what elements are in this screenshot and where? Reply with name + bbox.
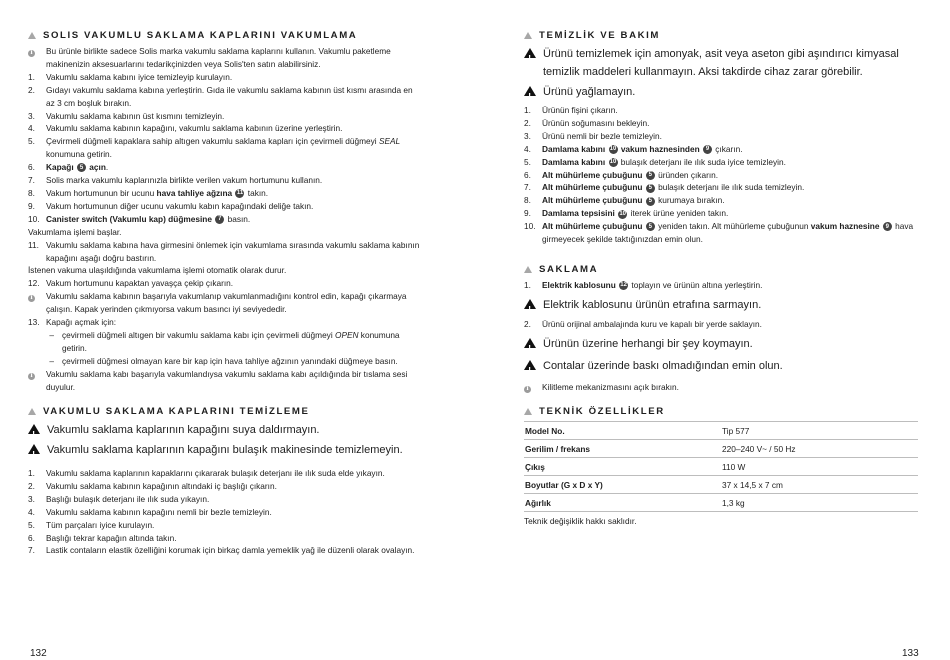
list-item: 10. Alt mühürleme çubuğunu 5 yeniden takın. Alt mühürleme çubuğunun vakum haznesine 9 hava girmeyecek şekilde taktığınızdan emin olun. [524, 221, 914, 245]
part-number-badge: 5 [77, 163, 86, 172]
part-number-badge: 9 [883, 222, 892, 231]
warning-note: ! Ürünün üzerine herhangi bir şey koymayın. [524, 335, 918, 353]
table-row: Boyutlar (G x D x Y) 37 x 14,5 x 7 cm [524, 476, 918, 494]
info-note: i Kilitleme mekanizmasını açık bırakın. [524, 381, 918, 394]
list-item: 12. Vakum hortumunu kapaktan yavaşça çekip çıkarın. [28, 278, 234, 289]
section-title: VAKUMLU SAKLAMA KAPLARINI TEMİZLEME [43, 406, 310, 417]
warning-icon [28, 444, 40, 454]
specs-table [524, 421, 918, 512]
list-item: 4. Vakumlu saklama kabının kapağını nemli bir bezle temizleyin. [28, 506, 272, 517]
part-number-badge: 5 [646, 197, 655, 206]
list-item: 7. Lastik contaların elastik özelliğini korumak için birkaç damla yemeklik yağ ile düzenli olarak ovalayın. [28, 545, 415, 556]
info-icon: i [524, 386, 531, 393]
warning-note: ! Contalar üzerinde baskı olmadığından emin olun. [524, 357, 918, 375]
info-note: i Vakumlu saklama kabının başarıyla vakumlanıp vakumlanmadığını kontrol edin, kapağı çıkarmaya çalışın. Kapak yerinden çıkmıyorsa vakum basıncı iyi seviyededir. [28, 290, 423, 316]
list-item: 7. Alt mühürleme çubuğunu 5 bulaşık deterjanı ile ılık suda temizleyin. [524, 182, 805, 193]
list-item: 4. Vakumlu saklama kabının kapağını, vakumlu saklama kabının üzerine yerleştirin. [28, 123, 343, 134]
left-page [28, 0, 423, 660]
warning-note: ! Vakumlu saklama kaplarının kapağını bulaşık makinesinde temizlemeyin. [28, 441, 423, 459]
page-number-right: 133 [902, 648, 919, 659]
part-number-badge: 5 [646, 222, 655, 231]
section-heading [524, 264, 918, 275]
table-row: Gerilim / frekans 220–240 V~ / 50 Hz [524, 440, 918, 458]
info-note: i Bu ürünle birlikte sadece Solis marka vakumlu saklama kaplarını kullanın. Vakumlu paketleme makinenizin aksesuarlarını tedarikçinizden veya Solis'ten satın alabilirsiniz. [28, 45, 423, 71]
part-number-badge: 9 [703, 145, 712, 154]
list-item: 11. Vakumlu saklama kabına hava girmesini önlemek için vakumlama sırasında vakumlu saklama kabının kapağını aşağı doğru bastırın. [28, 239, 420, 263]
warning-note: ! Ürünü yağlamayın. [524, 83, 918, 101]
list-item: 9. Vakum hortumunun diğer ucunu vakumlu kabın kapağındaki deliğe takın. [28, 200, 314, 211]
sub-list-item: – çevirmeli düğmeli altıgen bir vakumlu saklama kabı için çevirmeli düğmeyi OPEN konumuna getirin. [49, 329, 400, 353]
section-heading [524, 406, 918, 417]
triangle-bullet-icon [28, 408, 36, 415]
list-item: 13. Kapağı açmak için: [28, 317, 117, 328]
list-item: 1. Vakumlu saklama kaplarının kapaklarını çıkararak bulaşık deterjanı ile ılık suda elde yıkayın. [28, 468, 385, 478]
list-item: 5. Çevirmeli düğmeli kapaklara sahip altıgen vakumlu saklama kapları için çevirmeli düğmeyi SEAL konumuna getirin. [28, 136, 401, 160]
triangle-bullet-icon [524, 408, 532, 415]
list-item: 2. Vakumlu saklama kabının kapağının altındaki iç başlığı çıkarın. [28, 480, 277, 491]
part-number-badge: 7 [215, 215, 224, 224]
part-number-badge: 5 [646, 171, 655, 180]
triangle-bullet-icon [524, 32, 532, 39]
section-heading [28, 30, 423, 41]
section-title: SOLIS VAKUMLU SAKLAMA KAPLARINI VAKUMLAMA [43, 30, 358, 41]
list-item: 5. Tüm parçaları iyice kurulayın. [28, 519, 155, 530]
section-heading [524, 30, 918, 41]
info-icon: i [28, 50, 35, 57]
list-item: 1. Vakumlu saklama kabını iyice temizleyip kurulayın. [28, 71, 233, 82]
warning-note: ! Ürünü temizlemek için amonyak, asit veya aseton gibi aşındırıcı kimyasal temizlik maddeleri kullanmayın. Aksi takdirde cihaz zarar görebilir. [524, 45, 918, 81]
warning-icon [524, 360, 536, 370]
info-icon: i [28, 295, 35, 302]
section-cleaning-containers [28, 406, 423, 557]
info-icon: i [28, 373, 35, 380]
right-page [524, 0, 918, 660]
list-item: 3. Vakumlu saklama kabının üst kısmını temizleyin. [28, 110, 225, 121]
warning-note: ! Elektrik kablosunu ürünün etrafına sarmayın. [524, 296, 918, 314]
section-technical-specs [524, 406, 918, 528]
section-title: TEMİZLİK VE BAKIM [539, 30, 661, 41]
info-note: i Vakumlu saklama kabı başarıyla vakumlandıysa vakumlu saklama kabı açıldığında bir tıslama sesi duyulur. [28, 368, 423, 394]
warning-icon [524, 338, 536, 348]
triangle-bullet-icon [524, 266, 532, 273]
list-item: 6. Alt mühürleme çubuğunu 5 üründen çıkarın. [524, 169, 719, 180]
list-item: 2. Gıdayı vakumlu saklama kabına yerleştirin. Gıda ile vakumlu saklama kabının üst kısmı arasında en az 3 cm boşluk bırakın. [28, 84, 413, 108]
list-item: 6. Başlığı tekrar kapağın altında takın. [28, 532, 177, 543]
list-item: 8. Vakum hortumunun bir ucunu hava tahliye ağzına 11 takın. [28, 187, 269, 198]
warning-icon [524, 86, 536, 96]
list-item: 3. Ürünü nemli bir bezle temizleyin. [524, 130, 662, 141]
plain-text: Vakumlama işlemi başlar. [28, 226, 122, 237]
list-item: 1. Elektrik kablosunu 12 toplayın ve ürünün altına yerleştirin. [524, 280, 763, 290]
specs-note: Teknik değişiklik hakkı saklıdır. [524, 516, 637, 526]
list-item: 2. Ürünün soğumasını bekleyin. [524, 117, 650, 128]
warning-icon [524, 299, 536, 309]
warning-note: ! Vakumlu saklama kaplarının kapağını suya daldırmayın. [28, 421, 423, 439]
list-item: 7. Solis marka vakumlu kaplarınızla birlikte verilen vakum hortumunu kullanın. [28, 175, 323, 186]
list-item: 8. Alt mühürleme çubuğunu 5 kurumaya bırakın. [524, 195, 725, 206]
plain-text: İstenen vakuma ulaşıldığında vakumlama işlemi otomatik olarak durur. [28, 265, 287, 276]
list-item: 3. Başlığı bulaşık deterjanı ile ılık suda yıkayın. [28, 493, 210, 504]
sub-list-item: – çevirmeli düğmesi olmayan kare bir kap için hava tahliye ağzının yanındaki düğmeye basın. [49, 355, 398, 366]
section-cleaning-maintenance [524, 30, 918, 246]
part-number-badge: 5 [646, 184, 655, 193]
part-number-badge: 11 [236, 190, 244, 197]
table-row: Çıkış 110 W [524, 458, 918, 476]
list-item: 1. Ürünün fişini çıkarın. [524, 105, 618, 115]
section-title: TEKNİK ÖZELLİKLER [539, 406, 665, 417]
list-item: 6. Kapağı 5 açın. [28, 162, 109, 173]
triangle-bullet-icon [28, 32, 36, 39]
table-row: Model No. Tip 577 [524, 422, 918, 440]
part-number-badge: 10 [609, 146, 617, 153]
page-number-left: 132 [30, 648, 47, 659]
section-title: SAKLAMA [539, 264, 599, 275]
section-heading [28, 406, 423, 417]
list-item: 10. Canister switch (Vakumlu kap) düğmesine 7 basın. [28, 213, 251, 224]
list-item: 4. Damlama kabını 10 vakum haznesinden 9 çıkarın. [524, 143, 743, 154]
part-number-badge: 10 [619, 210, 627, 217]
list-item: 2. Ürünü orijinal ambalajında kuru ve kapalı bir yerde saklayın. [524, 318, 762, 329]
warning-icon [28, 424, 40, 434]
part-number-badge: 12 [620, 282, 627, 289]
section-vacuum-containers [28, 30, 423, 393]
list-item: 9. Damlama tepsisini 10 iterek ürüne yeniden takın. [524, 208, 729, 219]
table-row: Ağırlık 1,3 kg [524, 494, 918, 512]
warning-icon [524, 48, 536, 58]
section-storage [524, 264, 918, 394]
part-number-badge: 10 [609, 158, 617, 165]
list-item: 5. Damlama kabını 10 bulaşık deterjanı ile ılık suda iyice temizleyin. [524, 156, 786, 167]
